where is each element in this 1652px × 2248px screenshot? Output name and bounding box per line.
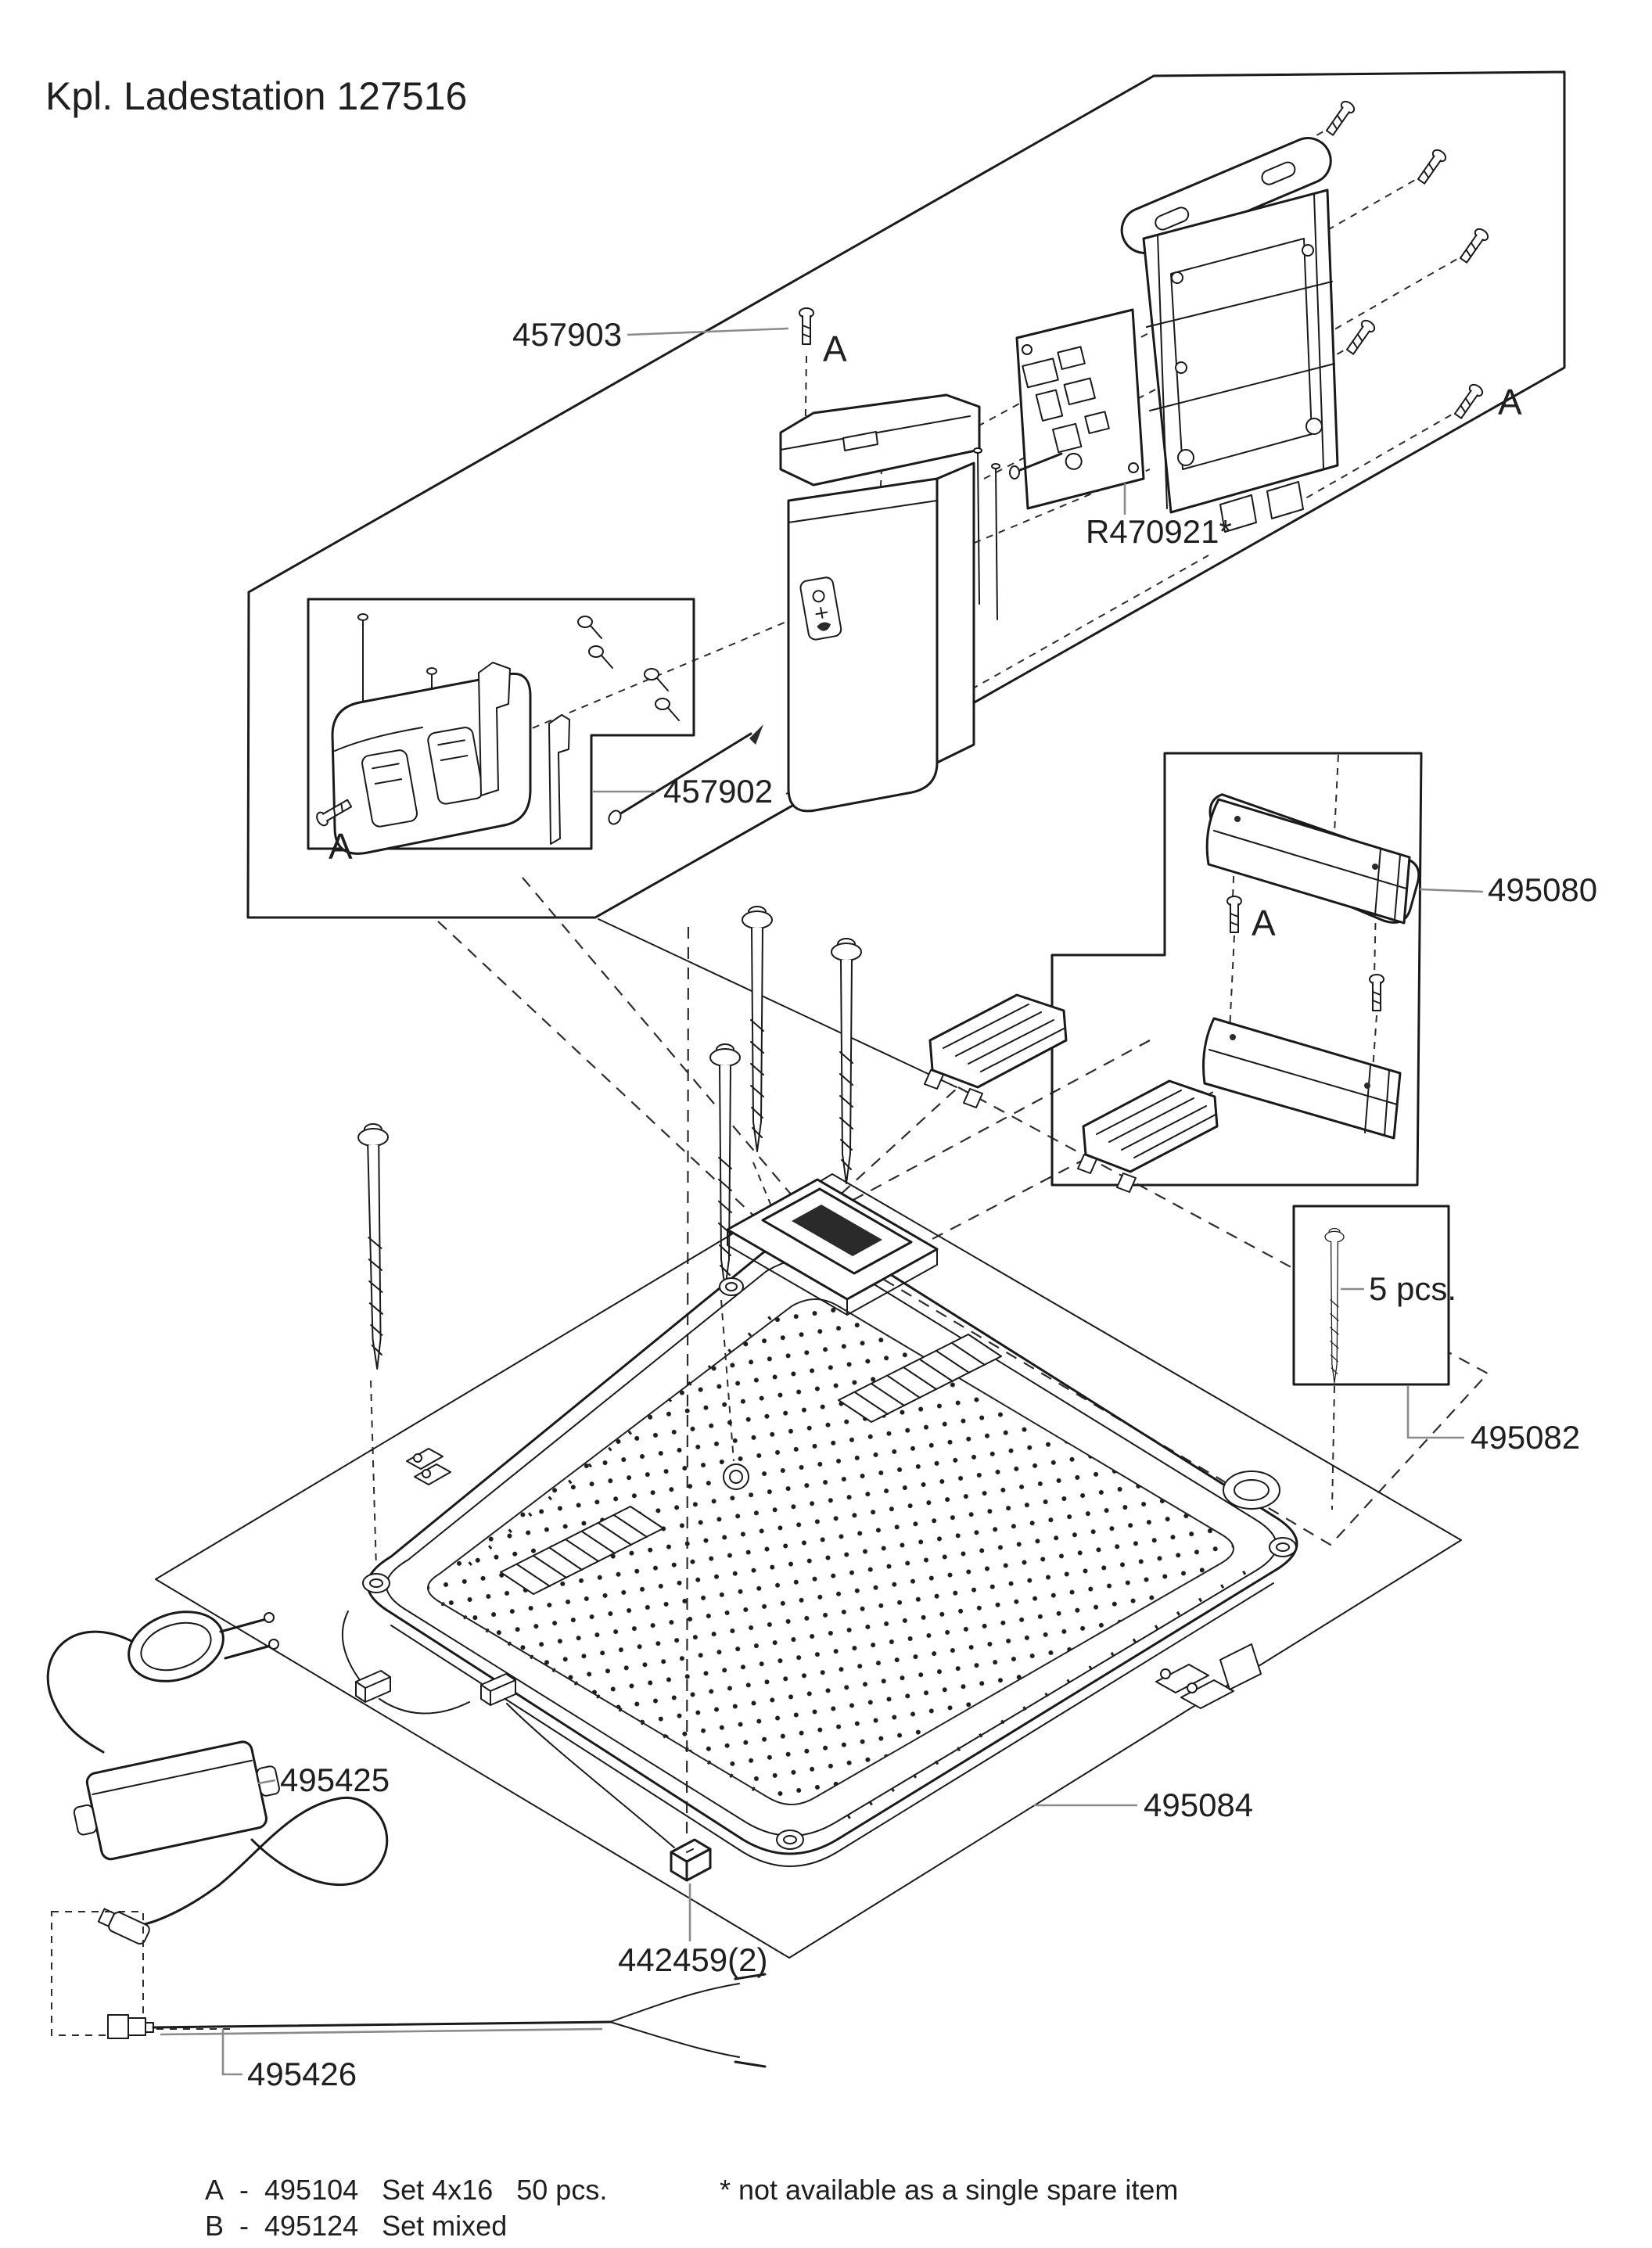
label-pcb: R470921*: [1086, 513, 1232, 550]
label-457902: 457902: [663, 773, 774, 810]
contact-cluster-right: [1156, 1644, 1261, 1708]
label-457903: 457903: [512, 316, 623, 353]
screw-icon: [1370, 975, 1384, 1011]
power-supply-495425: [48, 1600, 390, 2035]
base-plate-495084: [156, 1174, 1461, 1958]
legend: [205, 2174, 1178, 2242]
screw-icon: [1458, 227, 1490, 264]
legend-note: * not available as a single spare item: [720, 2174, 1179, 2206]
mains-plug: [120, 1600, 278, 1693]
label-495426: 495426: [247, 2056, 357, 2092]
screw-icon: [710, 1044, 740, 1289]
wall-mount-frame: [1115, 131, 1338, 532]
adapter-box: [67, 1736, 287, 1865]
clip-icons: [578, 616, 679, 720]
charger-socket-housing: [727, 1180, 937, 1315]
label-qty-5pcs: 5 pcs.: [1369, 1270, 1457, 1307]
contact-cluster-left: [407, 1449, 451, 1485]
label-495080: 495080: [1488, 871, 1598, 908]
page-title: Kpl. Ladestation 127516: [45, 74, 468, 118]
extension-cable-495426: [108, 1974, 765, 2092]
screw-icon: [1345, 318, 1377, 356]
inset-box-457902: [308, 599, 773, 867]
screw-icon: [799, 308, 813, 344]
label-495082: 495082: [1471, 1419, 1581, 1456]
label-495084: 495084: [1144, 1787, 1254, 1823]
ribbed-cover-1: [925, 995, 1066, 1108]
screw-icon: [358, 1124, 392, 1370]
charging-tower: [781, 395, 1061, 811]
screw-icon: [831, 939, 861, 1183]
label-442459: 442459(2): [618, 1941, 768, 1978]
marker-a-foot: A: [329, 826, 353, 867]
inset-box-495082: [1294, 1206, 1580, 1510]
marker-a-frame: A: [1498, 382, 1522, 422]
legend-row-a: A - 495104 Set 4x16 50 pcs.: [205, 2174, 608, 2206]
frame-screws-a: [1324, 99, 1522, 422]
ribbed-cover-2: [1078, 1081, 1217, 1192]
label-495425: 495425: [280, 1761, 390, 1798]
screw-icon: [1416, 148, 1448, 185]
screw-icon: [742, 907, 772, 1151]
marker-a-cover: A: [1252, 903, 1276, 943]
legend-row-b: B - 495124 Set mixed: [205, 2210, 508, 2242]
screw-icon: [1227, 896, 1241, 932]
marker-a-top: A: [823, 329, 847, 369]
screw-icon: [1324, 99, 1356, 137]
screw-icon: [1453, 382, 1485, 420]
connector-442459: [671, 1840, 710, 1880]
inset-box-495080: [925, 753, 1597, 1192]
